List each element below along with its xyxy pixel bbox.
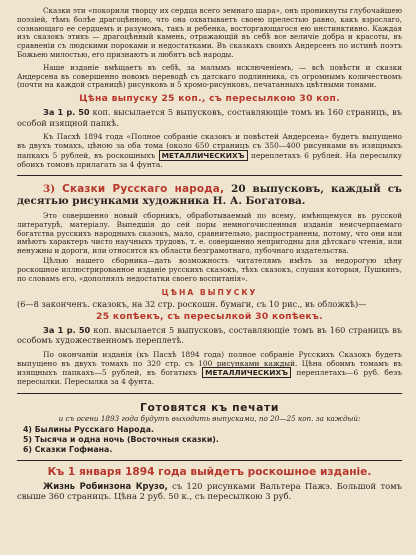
order-2-amount: 50 — [78, 324, 91, 335]
robinson-text: съ 120 рисунками Вальтера Пажэ. Большой томъ свыше 360 страницъ. Цѣна 2 руб. 50 к., съ пересылкою 3 руб. — [17, 480, 402, 502]
prep-subtitle: и съ осени 1893 года будутъ выходить выпусками, по 20—25 коп. за каждый: — [58, 413, 361, 423]
section-3-paragraph-b: Цѣлью нашего сборника—дать возможность читателямъ имѣть за недорогую цѣну роскошное иллюстрированное изданіе русскихъ сказокъ, тѣхъ сказокъ, слушая которыя, Пушкинъ, по словамъ его, «дополнялъ недостатки своего воспитанія». — [17, 255, 402, 283]
section-3-rest-title: 20 выпусковъ, каждый съ десятью рисунками художника Н. А. Богатова. — [17, 182, 402, 207]
price-label: ЦѢНА ВЫПУСКУ — [161, 288, 258, 298]
price-line-1: Цѣна выпуску 25 коп., съ пересылкою 30 коп. — [79, 93, 340, 105]
tech-line: (6—8 законченъ. сказокъ, на 32 стр. роскошн. бумаги, съ 10 рис., въ обложкѣ)— — [17, 299, 367, 310]
order-1-prefix: За 1 р. — [43, 107, 76, 118]
easter-2-text-b: переплетахъ—6 руб. безъ пересылки. Пересылка за 4 фунта. — [17, 368, 402, 387]
divider-1 — [17, 175, 402, 176]
order-line-2 — [17, 325, 402, 346]
easter-paragraph-2 — [17, 350, 402, 387]
price-line-2: 25 копѣекъ, съ пересылкой 30 копѣекъ. — [96, 310, 323, 322]
order-1-amount: 50 — [78, 107, 90, 118]
divider-2 — [17, 393, 402, 394]
easter-1-text-b: переплетахъ 6 рублей. На пересылку обоихъ томовъ прилагать за 4 фунта. — [17, 150, 402, 169]
prep-item-5: 5) Тысяча и одна ночь (Восточныя сказки). — [23, 435, 219, 445]
intro-paragraph: Сказки эти «покорили творцу их сердца всего земнаго шара», онъ проникнуты глубочайшею поэзіей, тѣмъ болѣе драгоцѣнною, что она охватываетъ своею прелестью равно, какъ взрослаго, сознающаго ее сердцемъ и разумомъ, такъ и ребенка, восторгающагося ею инстинктивно. Каждая изъ сказокъ этихъ — драгоцѣнный камень, отражающій въ себѣ все величіе добра и красоты, въ сравненіи съ людскими пороками и недостатками. Въ сказкахъ своихъ Андерсенъ по истинѣ поэтъ Божьею милостью, его признаютъ и любятъ всѣ народы. — [17, 6, 402, 59]
robinson-paragraph — [17, 481, 402, 502]
easter-1-metal: МЕТАЛЛИЧЕСКИХЪ — [159, 150, 248, 161]
section-3-title — [17, 183, 402, 207]
order-line-1 — [17, 107, 402, 128]
section-3-paragraph-a: Это совершенно новый сборникъ, обработываемый по всему, имѣющемуся въ русской литературѣ, матеріалу. Выпедшія до сей поры немногочисленныя изданія неисчерпаемаго богатства русскихъ народныхъ сказокъ, мало, сравнительно, распространены, потому, что они или имѣютъ характеръ чисто научныхъ трудовъ, т. е. совершенно непригодны для дѣтскаго чтенія, или ненужны и дороги, или относятся къ области безграмотнаго, лубочнаго издательства. — [17, 210, 402, 256]
prep-item-6: 6) Сказки Гофмана. — [23, 445, 113, 455]
order-2-text: коп. высылается 5 выпусковъ, составляющіе томъ въ 160 страницъ въ особомъ художественномъ переплетѣ. — [17, 324, 403, 346]
prep-title: Готовятся къ печати — [140, 400, 279, 414]
easter-1-text-a: Къ Пасхѣ 1894 года «Полное собраніе сказокъ и повѣстей Андерсена» будетъ выпущено въ двухъ томахъ, цѣною за оба тома (около 650 страницъ съ 350—400 рисунками въ изящныхъ папкахъ 5 рублей, въ роскошныхъ — [17, 132, 402, 160]
easter-paragraph-1 — [17, 132, 402, 169]
robinson-title: Жизнь Робинзона Крузо, — [43, 480, 168, 491]
order-1-text: коп. высылается 5 выпусковъ, составляющіе томъ въ 160 страницъ, въ особой изящной папкѣ. — [17, 107, 402, 128]
edition-paragraph: Наше изданіе вмѣщаетъ въ себѣ, за малымъ исключеніемъ, — всѣ повѣсти и сказки Андерсена въ совершенно новомъ переводѣ съ датскаго подлинника, съ огромнымъ количествомъ (почти на каждой страницѣ) рисунковъ и 5 хромо-рисунковъ, печатанныхъ цвѣтными тонами. — [17, 62, 402, 90]
divider-3 — [17, 460, 402, 461]
prep-list — [17, 425, 402, 454]
order-2-prefix: За 1 р. — [43, 324, 76, 335]
section-3-number: 3) — [43, 182, 56, 195]
announcement: Къ 1 января 1894 года выйдетъ роскошное изданіе. — [47, 465, 372, 478]
prep-item-4: 4) Былины Русскаго Народа. — [23, 425, 155, 435]
easter-2-metal: МЕТАЛЛИЧЕСКИХЪ — [202, 367, 291, 378]
easter-2-text-a: По окончаніи изданія (къ Пасхѣ 1894 года) полное собраніе Русскихъ Сказокъ будетъ выпущено въ двухъ томахъ по 320 стр. съ 100 рисунками каждый. Цѣна обоимъ томамъ въ изящныхъ папкахъ—5 рублей, въ богатыхъ — [17, 349, 402, 378]
section-3-red-title: Сказки Русскаго народа, — [62, 182, 225, 195]
